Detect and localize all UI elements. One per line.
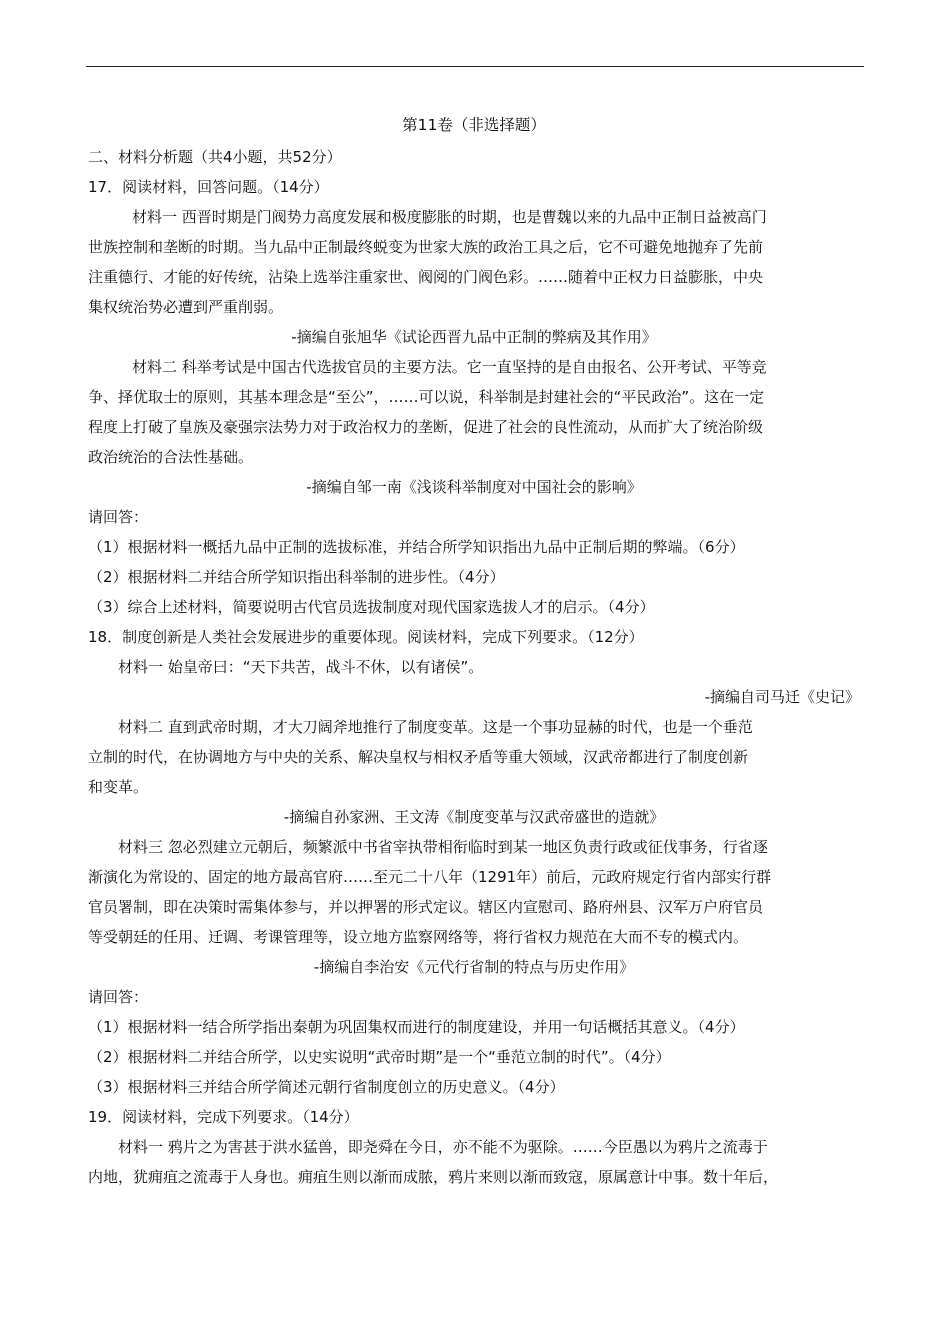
header-rule xyxy=(86,66,864,67)
q18-material1: 材料一 始皇帝曰：“天下共苦，战斗不休，以有诸侯”。 xyxy=(118,658,484,676)
q17-material1-line: 世族控制和垄断的时期。当九品中正制最终蜕变为世家大族的政治工具之后，它不可避免地抛弃了先前 xyxy=(88,238,764,256)
q19-material1-line: 材料一 鸦片之为害甚于洪水猛兽，即尧舜在今日，亦不能不为驱除。……今臣愚以为鸦片之流毒于 xyxy=(118,1138,768,1156)
q18-sub1: （1）根据材料一结合所学指出秦朝为巩固集权而进行的制度建设，并用一句话概括其意义。（4分） xyxy=(88,1018,745,1036)
q17-material2-line: 材料二 科举考试是中国古代选拔官员的主要方法。它一直坚持的是自由报名、公开考试、平等竞 xyxy=(132,358,767,376)
q18-material3-line: 材料三 忽必烈建立元朝后，频繁派中书省宰执带相衔临时到某一地区负责行政或征伐事务，行省逐 xyxy=(118,838,768,856)
q18-material2-line: 和变革。 xyxy=(88,778,149,796)
q18-sub2: （2）根据材料二并结合所学，以史实说明“武帝时期”是一个“垂范立制的时代”。（4分） xyxy=(88,1048,671,1066)
q17-material2-line: 争、择优取士的原则，其基本理念是“至公”，……可以说，科举制是封建社会的“平民政治”。这在一定 xyxy=(88,388,765,406)
q17-material1-source: -摘编自张旭华《试论西晋九品中正制的弊病及其作用》 xyxy=(291,328,657,346)
q17-sub2: （2）根据材料二并结合所学知识指出科举制的进步性。（4分） xyxy=(88,568,505,586)
q18-material2-source: -摘编自孙家洲、王文涛《制度变革与汉武帝盛世的造就》 xyxy=(283,808,665,826)
q17-material1-line: 注重德行、才能的好传统，沾染上选举注重家世、阀阅的门阀色彩。……随着中正权力日益膨胀，中央 xyxy=(88,268,764,286)
q17-material2-line: 程度上打破了皇族及豪强宗法势力对于政治权力的垄断，促进了社会的良性流动，从而扩大了统治阶级 xyxy=(88,418,764,436)
q17-material2-source: -摘编自邹一南《浅谈科举制度对中国社会的影响》 xyxy=(306,478,642,496)
q19-material1-line: 内地，犹痈疽之流毒于人身也。痈疽生则以渐而成脓，鸦片来则以渐而致寇，原属意计中事。数十年后， xyxy=(88,1168,779,1186)
q18-stem: 18．制度创新是人类社会发展进步的重要体现。阅读材料，完成下列要求。（12分） xyxy=(88,628,644,646)
q18-ask: 请回答： xyxy=(88,988,149,1006)
q18-material2-line: 材料二 直到武帝时期，才大刀阔斧地推行了制度变革。这是一个事功显赫的时代，也是一个垂范 xyxy=(118,718,753,736)
q19-stem: 19．阅读材料，完成下列要求。（14分） xyxy=(88,1108,359,1126)
q17-ask: 请回答： xyxy=(88,508,149,526)
q18-material3-line: 渐演化为常设的、固定的地方最高官府……至元二十八年（1291年）前后，元政府规定行省内部实行群 xyxy=(88,868,772,886)
section-heading: 二、材料分析题（共4小题，共52分） xyxy=(88,148,342,166)
q18-material1-source: -摘编自司马迁《史记》 xyxy=(704,688,860,706)
q18-material3-line: 官员署制，即在决策时需集体参与，并以押署的形式定议。辖区内宣慰司、路府州县、汉军万户府官员 xyxy=(88,898,764,916)
exam-page xyxy=(88,110,860,1192)
q17-material2-line: 政治统治的合法性基础。 xyxy=(88,448,254,466)
q17-material1-line: 集权统治势必遭到严重削弱。 xyxy=(88,298,284,316)
q17-sub1: （1）根据材料一概括九品中正制的选拔标准，并结合所学知识指出九品中正制后期的弊端。（6分） xyxy=(88,538,745,556)
q17-stem: 17．阅读材料，回答问题。（14分） xyxy=(88,178,329,196)
q18-material3-line: 等受朝廷的任用、迁调、考课管理等，设立地方监察网络等，将行省权力规范在大而不专的模式内。 xyxy=(88,928,749,946)
q18-material2-line: 立制的时代，在协调地方与中央的关系、解决皇权与相权矛盾等重大领域，汉武帝都进行了制度创新 xyxy=(88,748,749,766)
q17-sub3: （3）综合上述材料，简要说明古代官员选拔制度对现代国家选拔人才的启示。（4分） xyxy=(88,598,655,616)
volume-title: 第11卷（非选择题） xyxy=(402,116,546,134)
q18-material3-source: -摘编自李治安《元代行省制的特点与历史作用》 xyxy=(313,958,635,976)
q17-material1-line: 材料一 西晋时期是门阀势力高度发展和极度膨胀的时期，也是曹魏以来的九品中正制日益被高门 xyxy=(132,208,767,226)
q18-sub3: （3）根据材料三并结合所学简述元朝行省制度创立的历史意义。（4分） xyxy=(88,1078,565,1096)
